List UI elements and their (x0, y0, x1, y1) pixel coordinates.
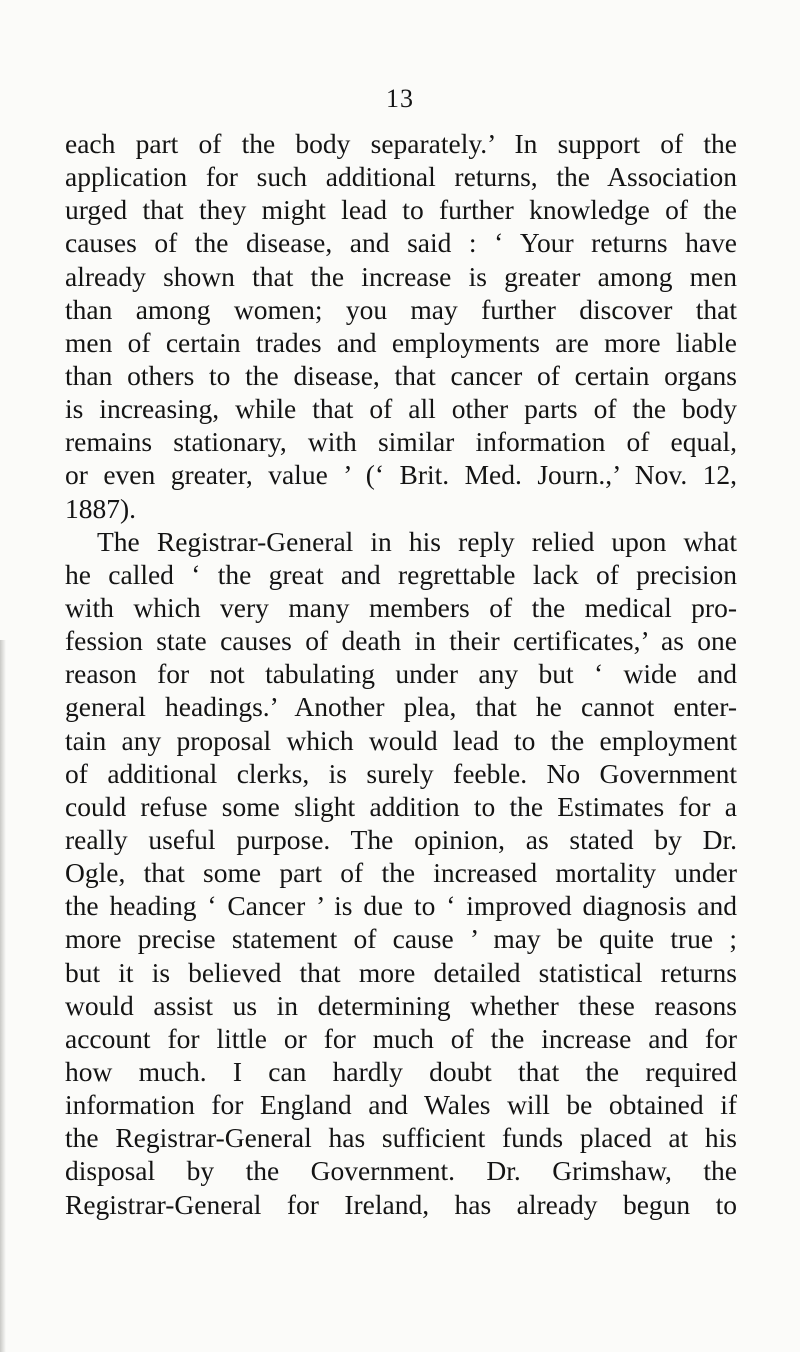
text-line: The Registrar-General in his reply relied upon what (97, 525, 737, 557)
text-line: men of certain trades and employments are more liable (65, 326, 737, 358)
text-line: than among women; you may further discover that (65, 293, 737, 325)
text-line: would assist us in determining whether these reasons (65, 989, 737, 1021)
page-gutter-shadow (0, 640, 6, 1352)
text-line: how much. I can hardly doubt that the required (65, 1055, 737, 1087)
text-line: of additional clerks, is surely feeble. No Government (65, 757, 737, 789)
text-line: 1887). (65, 492, 137, 524)
text-line: than others to the disease, that cancer of certain organs (65, 359, 737, 391)
text-line: is increasing, while that of all other parts of the body (65, 393, 737, 425)
text-line: remains stationary, with similar information of equal, (65, 426, 737, 458)
text-line: or even greater, value ’ (‘ Brit. Med. Journ.,’ Nov. 12, (65, 459, 737, 491)
text-line: causes of the disease, and said : ‘ Your returns have (65, 227, 737, 259)
text-line: the Registrar-General has sufficient funds placed at his (65, 1122, 737, 1154)
text-line: general headings.’ Another plea, that he cannot enter- (65, 691, 737, 723)
text-line: more precise statement of cause ’ may be quite true ; (65, 923, 737, 955)
text-line: information for England and Wales will be obtained if (65, 1089, 737, 1121)
body-text (65, 127, 737, 1221)
text-line: Ogle, that some part of the increased mortality under (65, 857, 737, 889)
text-line: Registrar-General for Ireland, has already begun to (65, 1188, 737, 1220)
text-line: already shown that the increase is greater among men (65, 260, 737, 292)
text-line: urged that they might lead to further knowledge of the (65, 194, 737, 226)
text-line: each part of the body separately.’ In support of the (65, 128, 737, 159)
text-line: application for such additional returns, the Association (65, 161, 737, 193)
text-line: fession state causes of death in their certificates,’ as one (65, 625, 737, 657)
text-line: really useful purpose. The opinion, as stated by Dr. (65, 823, 737, 855)
text-line: disposal by the Government. Dr. Grimshaw, the (65, 1155, 737, 1187)
text-line: he called ‘ the great and regrettable lack of precision (65, 558, 737, 590)
page-number: 13 (386, 84, 414, 113)
text-line: with which very many members of the medical pro- (65, 591, 737, 623)
text-line: the heading ‘ Cancer ’ is due to ‘ improved diagnosis and (65, 890, 737, 922)
text-line: could refuse some slight addition to the Estimates for a (65, 790, 737, 822)
text-line: tain any proposal which would lead to the employment (65, 724, 737, 756)
text-line: but it is believed that more detailed statistical returns (65, 956, 737, 988)
text-line: account for little or for much of the increase and for (65, 1022, 737, 1054)
text-line: reason for not tabulating under any but ‘ wide and (65, 658, 737, 690)
